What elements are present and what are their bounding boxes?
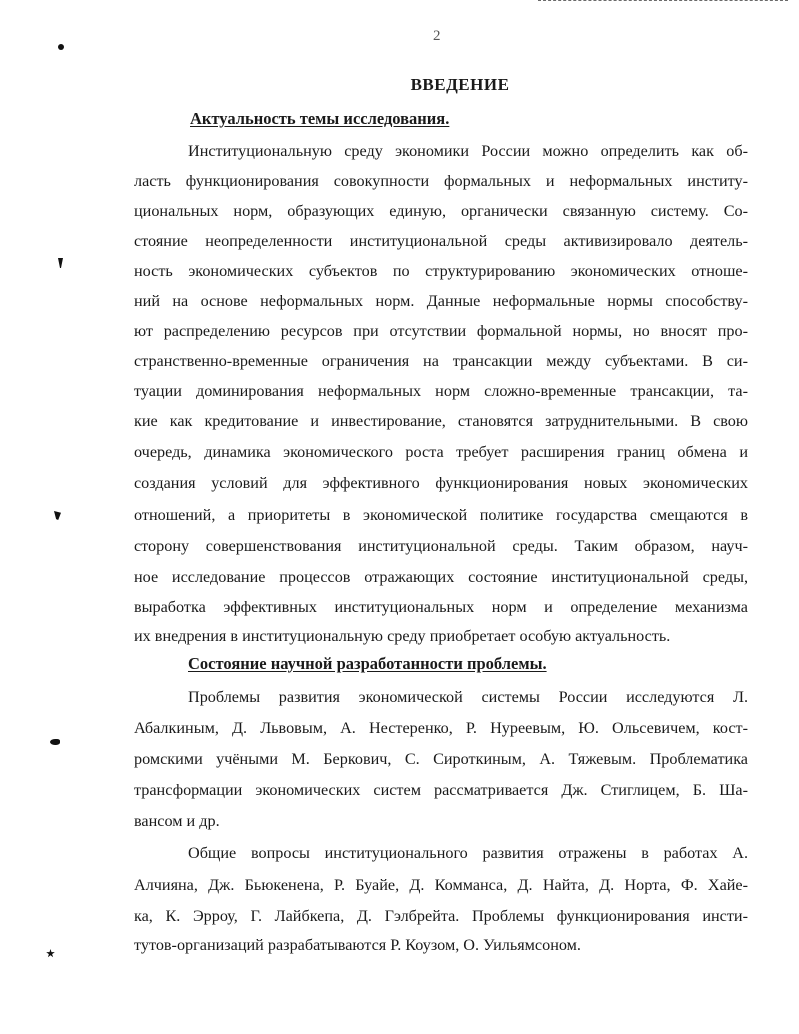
- text-line: ность экономических субъектов по структурированию экономических отноше-: [134, 262, 748, 280]
- text-line: ют распределению ресурсов при отсутствии формальной нормы, но вносят про-: [134, 322, 748, 340]
- text-line: туации доминирования неформальных норм сложно-временные трансакции, та-: [134, 382, 748, 400]
- text-line: сторону совершенствования институциональной среды. Таким образом, науч-: [134, 537, 748, 555]
- text-line: стояние неопределенности институциональной среды активизировало деятель-: [134, 232, 748, 250]
- scan-speck-mark: [46, 949, 55, 958]
- text-line: ка, К. Эрроу, Г. Лайбкепа, Д. Гэлбрейта. Проблемы функционирования инсти-: [134, 907, 748, 925]
- scan-speck-mark: [58, 44, 64, 50]
- text-line: трансформации экономических систем рассматривается Дж. Стиглицем, Б. Ша-: [134, 781, 748, 799]
- section-heading-relevance: Актуальность темы исследования.: [190, 109, 450, 128]
- text-line: вансом и др.: [134, 812, 220, 830]
- page-number: 2: [433, 28, 441, 44]
- text-line: Абалкиным, Д. Львовым, А. Нестеренко, Р. Нуреевым, Ю. Ольсевичем, кост-: [134, 719, 748, 737]
- text-line: Проблемы развития экономической системы России исследуются Л.: [188, 688, 748, 706]
- text-line: ное исследование процессов отражающих состояние институциональной среды,: [134, 568, 748, 586]
- section-heading-research-state: Состояние научной разработанности проблемы.: [188, 654, 547, 673]
- text-line: их внедрения в институциональную среду приобретает особую актуальность.: [134, 627, 671, 645]
- text-line: ромскими учёными М. Беркович, С. Сироткиным, А. Тяжевым. Проблематика: [134, 750, 748, 768]
- text-line: циональных норм, образующих единую, органически связанную систему. Со-: [134, 202, 748, 220]
- text-line: кие как кредитование и инвестирование, становятся затруднительными. В свою: [134, 412, 748, 430]
- scan-speck-mark: [50, 739, 60, 745]
- text-line: Институциональную среду экономики России можно определить как об-: [188, 142, 748, 160]
- text-line: отношений, а приоритеты в экономической политике государства смещаются в: [134, 506, 748, 524]
- text-line: ний на основе неформальных норм. Данные неформальные нормы способству-: [134, 292, 748, 310]
- scan-speck-mark: [54, 511, 61, 520]
- text-line: выработка эффективных институциональных норм и определение механизма: [134, 598, 748, 616]
- text-line: создания условий для эффективного функционирования новых экономических: [134, 474, 748, 492]
- text-line: ласть функционирования совокупности формальных и неформальных институ-: [134, 172, 748, 190]
- scan-speck-mark: [58, 258, 63, 268]
- text-line: странственно-временные ограничения на трансакции между субъектами. В си-: [134, 352, 748, 370]
- text-line: Алчияна, Дж. Бьюкенена, Р. Буайе, Д. Комманса, Д. Найта, Д. Норта, Ф. Хайе-: [134, 876, 748, 894]
- text-line: Общие вопросы институционального развития отражены в работах А.: [188, 844, 748, 862]
- top-scan-rule: [538, 0, 788, 1]
- text-line: очередь, динамика экономического роста требует расширения границ обмена и: [134, 443, 748, 461]
- page-title: ВВЕДЕНИЕ: [410, 75, 510, 94]
- text-line: тутов-организаций разрабатываются Р. Коузом, О. Уильямсоном.: [134, 936, 581, 954]
